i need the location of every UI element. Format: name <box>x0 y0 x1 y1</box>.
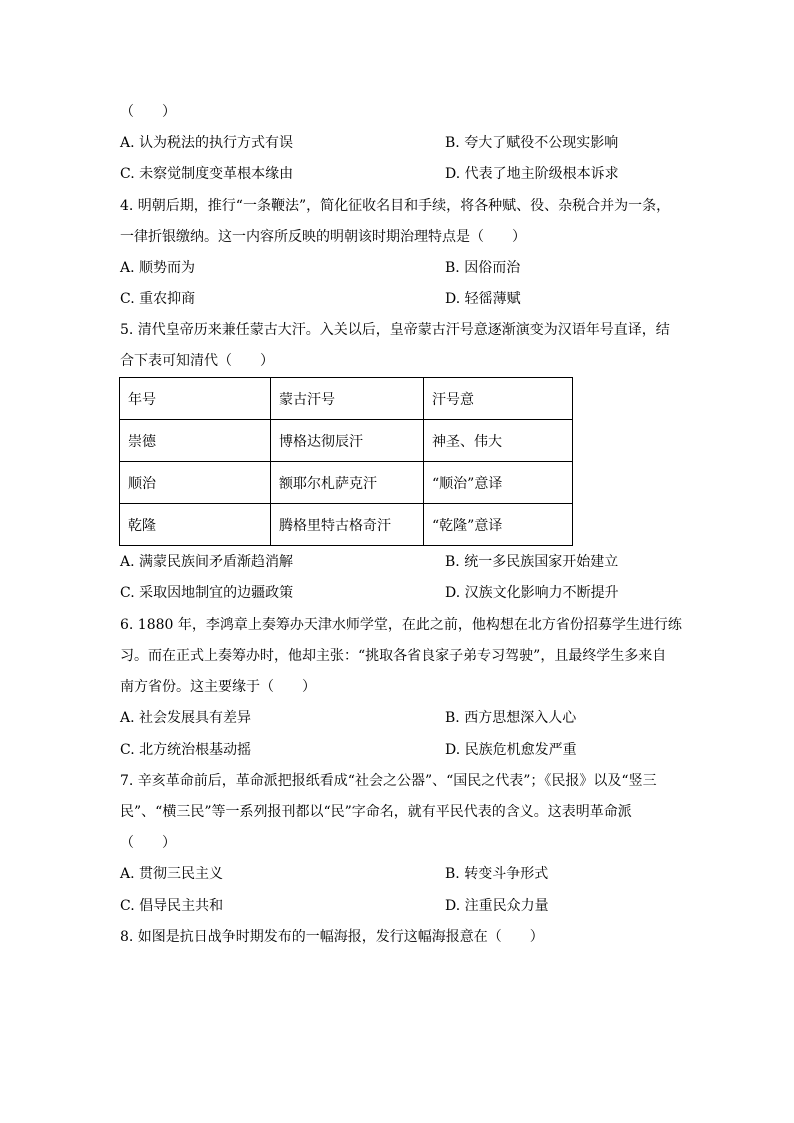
q5-stem-line1: 5. 清代皇帝历来兼任蒙古大汗。入关以后，皇帝蒙古汗号意逐渐演变为汉语年号直译，结 <box>120 322 670 338</box>
table-row <box>120 420 573 462</box>
table-row <box>120 462 573 504</box>
table-header-row <box>120 378 573 420</box>
q6-option-b[interactable]: B. 西方思想深入人心 <box>445 710 577 726</box>
q5-stem-line2: 合下表可知清代（ ） <box>120 353 274 369</box>
q3-answer-paren: （ ） <box>120 104 176 120</box>
q3-option-d[interactable]: D. 代表了地主阶级根本诉求 <box>445 166 619 182</box>
q6-stem-line1: 6. 1880 年，李鸿章上奏筹办天津水师学堂，在此之前，他构想在北方省份招募学生进行练 <box>120 617 682 633</box>
q8-stem-line1: 8. 如图是抗日战争时期发布的一幅海报，发行这幅海报意在（ ） <box>120 929 544 945</box>
q4-option-a[interactable]: A. 顺势而为 <box>120 260 196 276</box>
table-cell: “顺治”意译 <box>424 462 573 504</box>
table-header-cell: 蒙古汗号 <box>271 378 424 420</box>
q7-answer-paren: （ ） <box>120 835 176 851</box>
q5-option-a[interactable]: A. 满蒙民族间矛盾渐趋消解 <box>120 554 294 570</box>
q5-option-c[interactable]: C. 采取因地制宜的边疆政策 <box>120 585 294 601</box>
q6-stem-line3: 南方省份。这主要缘于（ ） <box>120 679 316 695</box>
table-cell: 额耶尔札萨克汗 <box>271 462 424 504</box>
q4-stem-line1: 4. 明朝后期，推行“一条鞭法”，简化征收名目和手续，将各种赋、役、杂税合并为一条， <box>120 198 671 214</box>
q6-option-d[interactable]: D. 民族危机愈发严重 <box>445 742 577 758</box>
q7-option-c[interactable]: C. 倡导民主共和 <box>120 898 224 914</box>
q6-stem-line2: 习。而在正式上奏筹办时，他却主张：“挑取各省良家子弟专习驾驶”，且最终学生多来自 <box>120 648 667 664</box>
table-header-cell: 汗号意 <box>424 378 573 420</box>
table-cell: 乾隆 <box>120 504 271 546</box>
table-cell: 顺治 <box>120 462 271 504</box>
q3-option-b[interactable]: B. 夸大了赋役不公现实影响 <box>445 135 619 151</box>
table-cell: “乾隆”意译 <box>424 504 573 546</box>
q7-stem-line1: 7. 辛亥革命前后，革命派把报纸看成“社会之公器”、“国民之代表”；《民报》以及“竖三 <box>120 773 657 789</box>
table-cell: 崇德 <box>120 420 271 462</box>
q4-option-d[interactable]: D. 轻徭薄赋 <box>445 291 521 307</box>
q4-stem-line2: 一律折银缴纳。这一内容所反映的明朝该时期治理特点是（ ） <box>120 229 526 245</box>
q4-option-c[interactable]: C. 重农抑商 <box>120 291 196 307</box>
q6-option-c[interactable]: C. 北方统治根基动摇 <box>120 742 252 758</box>
q5-reign-title-table <box>119 377 573 546</box>
table-cell: 神圣、伟大 <box>424 420 573 462</box>
q7-option-a[interactable]: A. 贯彻三民主义 <box>120 866 224 882</box>
q5-option-d[interactable]: D. 汉族文化影响力不断提升 <box>445 585 619 601</box>
q5-option-b[interactable]: B. 统一多民族国家开始建立 <box>445 554 619 570</box>
q4-option-b[interactable]: B. 因俗而治 <box>445 260 521 276</box>
q3-option-c[interactable]: C. 未察觉制度变革根本缘由 <box>120 166 294 182</box>
table-cell: 博格达彻辰汗 <box>271 420 424 462</box>
q7-stem-line2: 民”、“横三民”等一系列报刊都以“民”字命名，就有平民代表的含义。这表明革命派 <box>120 804 632 820</box>
q3-option-a[interactable]: A. 认为税法的执行方式有误 <box>120 135 294 151</box>
q7-option-d[interactable]: D. 注重民众力量 <box>445 898 549 914</box>
table-row <box>120 504 573 546</box>
table-cell: 腾格里特古格奇汗 <box>271 504 424 546</box>
table-header-cell: 年号 <box>120 378 271 420</box>
q6-option-a[interactable]: A. 社会发展具有差异 <box>120 710 252 726</box>
q7-option-b[interactable]: B. 转变斗争形式 <box>445 866 549 882</box>
